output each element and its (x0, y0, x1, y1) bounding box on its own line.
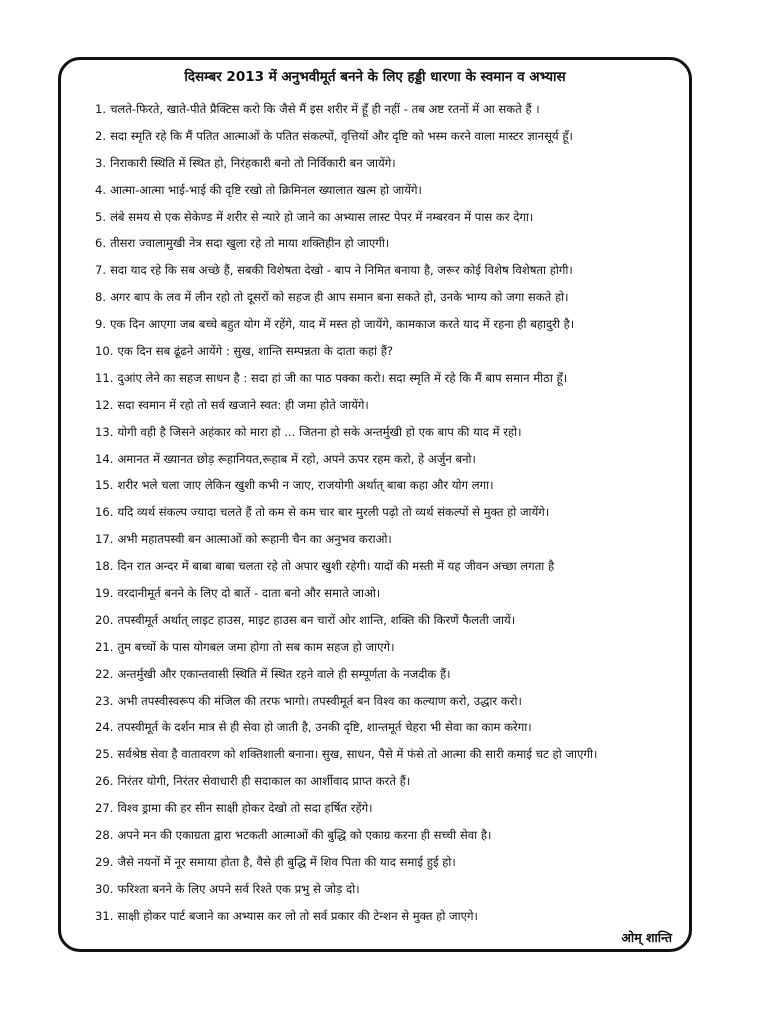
list-item (95, 204, 685, 231)
item-number: 7. (95, 263, 107, 278)
item-text: साक्षी होकर पार्ट बजाने का अभ्यास कर लो तो सर्व प्रकार की टेन्शन से मुक्त हो जाएगे। (117, 908, 478, 923)
list-item (95, 230, 685, 257)
item-text: निराकारी स्थिति में स्थित हो, निरंहकारी बनो तो निर्विकारी बन जायेंगे। (110, 155, 396, 170)
list-item (95, 526, 685, 553)
item-text: सर्वश्रेष्ठ सेवा है वातावरण को शक्तिशाली बनाना। सुख, साधन, पैसे में फंसे तो आत्मा की सारी कमाई चट हो जाएगी। (117, 747, 598, 762)
list-item (95, 499, 685, 526)
item-number: 24. (95, 720, 114, 735)
item-number: 31. (95, 908, 114, 923)
item-number: 11. (95, 370, 114, 385)
list-item (95, 876, 685, 903)
item-number: 15. (95, 478, 114, 493)
list-item (95, 795, 685, 822)
list-item (95, 741, 685, 768)
item-text: अभी महातपस्वी बन आत्माओं को रूहानी चैन का अनुभव कराओ। (117, 532, 392, 547)
item-text: तीसरा ज्वालामुखी नेत्र सदा खुला रहे तो माया शक्तिहीन हो जाएगी। (110, 236, 390, 251)
list-item (95, 849, 685, 876)
list-item (95, 580, 685, 607)
list-item (95, 607, 685, 634)
item-text: वरदानीमूर्त बनने के लिए दो बातें - दाता बनो और समाते जाओ। (117, 586, 381, 601)
item-number: 18. (95, 559, 114, 574)
item-text: निरंतर योगी, निरंतर सेवाधारी ही सदाकाल का आर्शीवाद प्राप्त करते हैं। (117, 774, 411, 789)
item-text: सदा स्वमान में रहो तो सर्व खजाने स्वत: ही जमा होते जायेंगे। (117, 397, 369, 412)
item-text: तपस्वीमूर्त के दर्शन मात्र से ही सेवा हो जाती है, उनकी दृष्टि, शान्तमूर्त चेहरा भी सेवा का काम करेगा। (117, 720, 532, 735)
list-item (95, 446, 685, 473)
item-text: शरीर भले चला जाए लेकिन खुशी कभी न जाए, राजयोगी अर्थात् बाबा कहा और योग लगा। (117, 478, 494, 493)
item-text: सदा याद रहे कि सब अच्छे हैं, सबकी विशेषता देखो - बाप ने निमित बनाया है, जरूर कोई विशेष विशेषता होगी। (110, 263, 573, 278)
item-text: एक दिन आएगा जब बच्चे बहुत योग में रहेंगे, याद में मस्त हो जायेंगे, कामकाज करते याद में रहना ही बहादुरी है। (110, 317, 575, 332)
item-text: दुआंए लेने का सहज साधन है : सदा हां जी का पाठ पक्का करो। सदा स्मृति में रहे कि मैं बाप समान मीठा हूँ। (117, 370, 568, 385)
item-number: 22. (95, 666, 114, 681)
list-item (95, 257, 685, 284)
list-item (95, 714, 685, 741)
item-number: 16. (95, 505, 114, 520)
item-number: 14. (95, 451, 114, 466)
item-text: दिन रात अन्दर में बाबा बाबा चलता रहे तो अपार खुशी रहेगी। यादों की मस्ती में यह जीवन अच्छा लगता है (117, 559, 555, 574)
list-item (95, 419, 685, 446)
item-number: 27. (95, 801, 114, 816)
list-item (95, 472, 685, 499)
item-text: आत्मा-आत्मा भाई-भाई की दृष्टि रखो तो क्रिमिनल ख्यालात खत्म हो जायेंगे। (110, 182, 422, 197)
item-text: सदा स्मृति रहे कि मैं पतित आत्माओं के पतित संकल्पों, वृत्तियों और दृष्टि को भस्म करने वाला मास्टर ज्ञानसूर्य हूँ। (110, 128, 573, 143)
list-item (95, 284, 685, 311)
item-text: यदि व्यर्थ संकल्प ज्यादा चलते हैं तो कम से कम चार बार मुरली पढ़ो तो व्यर्थ संकल्पों से मुक्त हो जायेंगे। (117, 505, 550, 520)
list-item (95, 634, 685, 661)
item-text: अपने मन की एकाग्रता द्वारा भटकती आत्माओं की बुद्धि को एकाग्र करना ही सच्ची सेवा है। (117, 828, 492, 843)
item-number: 28. (95, 828, 114, 843)
list-item (95, 768, 685, 795)
item-number: 13. (95, 424, 114, 439)
item-number: 4. (95, 182, 107, 197)
list-item (95, 553, 685, 580)
list-item (95, 392, 685, 419)
item-text: लंबे समय से एक सेकेण्ड में शरीर से न्यारे हो जाने का अभ्यास लास्ट पेपर में नम्बरवन में पास कर देगा। (110, 209, 534, 224)
item-text: फरिश्ता बनने के लिए अपने सर्व रिश्ते एक प्रभु से जोड़ दो। (117, 881, 360, 896)
item-number: 30. (95, 881, 114, 896)
list-item (95, 123, 685, 150)
item-number: 2. (95, 128, 107, 143)
item-number: 25. (95, 747, 114, 762)
list-item (95, 338, 685, 365)
list-item (95, 688, 685, 715)
item-number: 12. (95, 397, 114, 412)
item-text: विश्व ड्रामा की हर सीन साक्षी होकर देखो तो सदा हर्षित रहेंगे। (117, 801, 373, 816)
item-number: 10. (95, 344, 114, 359)
page-title: दिसम्बर 2013 में अनुभवीमूर्त बनने के लिए हड्डी धारणा के स्वमान व अभ्यास (184, 69, 566, 85)
item-number: 21. (95, 639, 114, 654)
item-number: 8. (95, 290, 107, 305)
list-item (95, 177, 685, 204)
item-text: तुम बच्चों के पास योगबल जमा होगा तो सब काम सहज हो जाएगे। (117, 639, 395, 654)
item-number: 5. (95, 209, 107, 224)
list-item (95, 311, 685, 338)
item-number: 6. (95, 236, 107, 251)
item-text: तपस्वीमूर्त अर्थात् लाइट हाउस, माइट हाउस बन चारों ओर शान्ति, शक्ति की किरणें फैलती जायें। (117, 612, 516, 627)
list-item (95, 365, 685, 392)
list-item (95, 661, 685, 688)
list-item (95, 822, 685, 849)
item-number: 9. (95, 317, 107, 332)
item-text: एक दिन सब ढूंढने आयेंगे : सुख, शान्ति सम्पन्नता के दाता कहां हैं? (117, 344, 394, 359)
item-number: 20. (95, 612, 114, 627)
item-number: 23. (95, 693, 114, 708)
item-text: योगी वही है जिसने अहंकार को मारा हो ... जितना हो सके अन्तर्मुखी हो एक बाप की याद में रहो। (117, 424, 522, 439)
item-number: 3. (95, 155, 107, 170)
item-text: जैसे नयनों में नूर समाया होता है, वैसे ही बुद्धि में शिव पिता की याद समाई हुई हो। (117, 854, 456, 869)
numbered-list (95, 96, 685, 930)
signoff-text: ओम् शान्ति (621, 930, 672, 945)
item-text: अन्तर्मुखी और एकान्तवासी स्थिति में स्थित रहने वाले ही सम्पूर्णता के नजदीक हैं। (117, 666, 451, 681)
item-number: 1. (95, 102, 107, 116)
item-text: अमानत में ख्यानत छोड़ रूहानियत,रूहाब में रहो, अपने ऊपर रहम करो, हे अर्जुन बनो। (117, 451, 476, 466)
list-item (95, 150, 685, 177)
list-item (95, 903, 685, 930)
item-text: अगर बाप के लव में लीन रहो तो दूसरों को सहज ही आप समान बना सकते हो, उनके भाग्य को जगा सकते हो। (110, 290, 569, 305)
item-text: चलते-फिरते, खाते-पीते प्रैक्टिस करो कि जैसे मैं इस शरीर में हूँ ही नहीं - तब अष्ट रतनों में आ सकते हैं । (110, 102, 540, 116)
item-number: 17. (95, 532, 114, 547)
item-number: 19. (95, 586, 114, 601)
list-item (95, 96, 685, 123)
item-text: अभी तपस्वीस्वरूप की मंजिल की तरफ भागो। तपस्वीमूर्त बन विश्व का कल्याण करो, उद्धार करो। (117, 693, 522, 708)
item-number: 29. (95, 854, 114, 869)
item-number: 26. (95, 774, 114, 789)
